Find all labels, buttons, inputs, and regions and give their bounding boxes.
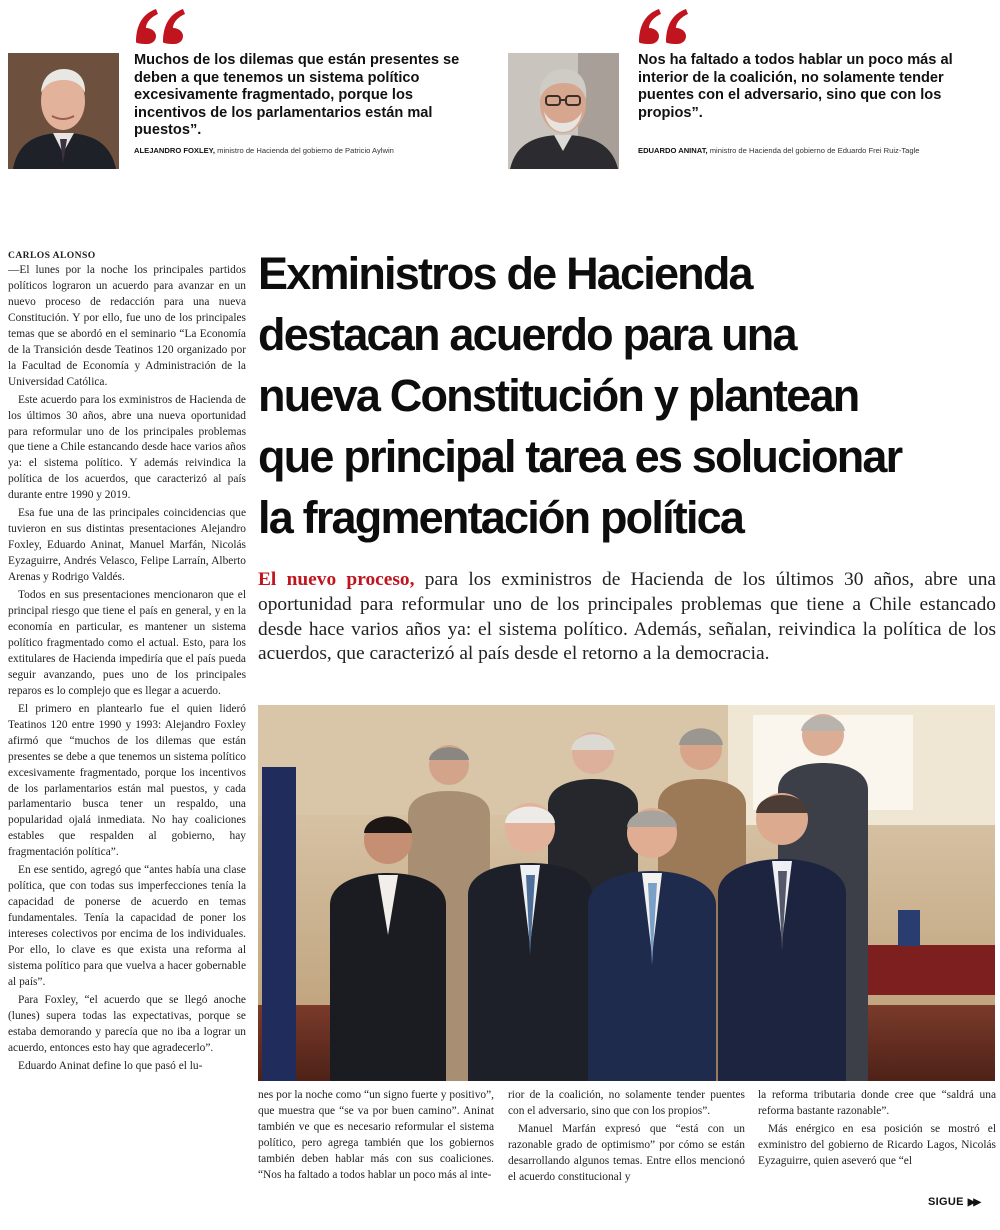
article-body-left-column: [8, 263, 246, 1075]
deck-text: para los exministros de Hacienda de los últimos 30 años, abre una oportunidad para reformular uno de los principales problemas que tiene a Chile estancado desde hace varios años ya: el sistema político. Además, señalan, reivindica la política de los acuerdos, que caracterizó al país desde el retorno a la democracia.: [258, 569, 997, 665]
article-body-column-2: [258, 1088, 494, 1184]
paragraph: Todos en sus presentaciones mencionaron que el principal riesgo que tiene el país en general, y en la economía en particular, es mantener un sistema político fragmentado como el actual. Esto, para los extitulares de Hacienda impediría que el país pueda seguir avanzando, pues uno de los principales reparos es lo complejo que es llegar a acuerdo.: [8, 589, 246, 697]
headline-line: destacan acuerdo para una: [258, 309, 796, 360]
headline-line: que principal tarea es solucionar: [258, 431, 902, 482]
byline: CARLOS ALONSO: [8, 250, 96, 261]
headline-line: la fragmentación política: [258, 492, 744, 543]
continue-label: SIGUE: [928, 1196, 964, 1208]
quote-block-aninat: [505, 0, 1000, 180]
paragraph: El primero en plantearlo fue el quien lideró Teatinos 120 entre 1990 y 1993: Alejandro Foxley afirmó que “muchos de los dilemas que están presentes se debe a que tenemos un sistema político excesivamente fragmentado, porque los incentivos de los parlamentarios están mal puestos, y cada parlamentario busca tener un respaldo, una popularidad ojalá inmediata. No hay coaliciones estables que respalden al gobierno, hay fragmentación política”.: [8, 702, 246, 859]
continue-arrow-icon: ▶▶: [967, 1197, 980, 1208]
headline: [258, 243, 998, 548]
portrait-photo-foxley: [8, 53, 119, 169]
quote-text: Muchos de los dilemas que están presentes se deben a que tenemos un sistema político excesivamente fragmentado, porque los incentivos de los parlamentarios están mal puestos”.: [134, 52, 460, 139]
paragraph: Esa fue una de las principales coincidencias que tuvieron en sus distintas presentaciones Alejandro Foxley, Eduardo Aninat, Manuel Marfán, Nicolás Eyzaguirre, Andrés Velasco, Felipe Larraín, Alberto Arenas y Rodrigo Valdés.: [8, 507, 246, 584]
quotation-mark-icon: [132, 6, 188, 46]
quote-text: Nos ha faltado a todos hablar un poco más al interior de la coalición, no solamente tender puentes con el adversario, sino que con los propios”.: [638, 52, 953, 121]
quote-block-foxley: [0, 0, 490, 180]
continue-marker: [928, 1196, 979, 1208]
deck-lead: El nuevo proceso,: [258, 569, 415, 590]
paragraph: nes por la noche como “un signo fuerte y positivo”, que muestra que “se va por buen camino”. Aninat también ve que es necesario reformular el sistema político, pero agrega también que los gobiernos también deben hablar más con sus coaliciones. “Nos ha faltado a todos hablar un poco más al inte-: [258, 1089, 494, 1181]
headline-line: Exministros de Hacienda: [258, 248, 752, 299]
paragraph: Más enérgico en esa posición se mostró el exministro del gobierno de Ricardo Lagos, Nicolás Eyzaguirre, quien aseveró que “el: [758, 1122, 996, 1167]
paragraph: En ese sentido, agregó que “antes había una clase política, que con todas sus imperfecciones tenía la capacidad de ponerse de acuerdo en temas fundamentales. Tenía la capacidad de poner los intereses colectivos por encima de los individuales. Por ello, lo clave es que exista una reforma al sistema político para que vuelva a hacer gobernable al país”.: [8, 864, 246, 988]
portrait-photo-aninat: [508, 53, 619, 169]
quote-author-name: EDUARDO ANINAT,: [638, 146, 708, 155]
quote-attribution: [134, 146, 394, 155]
quotation-mark-icon: [635, 6, 691, 46]
paragraph: Este acuerdo para los exministros de Hacienda de los últimos 30 años, abre una nueva oportunidad para reformular uno de los principales problemas que tiene a Chile estancando desde hace varios años ya: el sistema político. Y además reivindica la política de los acuerdos, que caracterizó al país durante entre 1990 y 2019.: [8, 393, 246, 502]
paragraph: la reforma tributaria donde cree que “saldrá una reforma bastante razonable”.: [758, 1089, 996, 1117]
article-body-column-3: [508, 1088, 745, 1186]
deck-summary: [258, 568, 996, 667]
article-body-column-4: [758, 1088, 996, 1170]
paragraph: —El lunes por la noche los principales partidos políticos lograron un acuerdo para avanzar en un nuevo proceso de redacción para una nueva Constitución. Y por ello, fue uno de los principales temas que se abordó en el seminario “La Economía de la Transición desde Teatinos 120 organizado por la Facultad de Economía y Administración de la Universidad Católica.: [8, 264, 246, 388]
group-photo-exministers: [258, 705, 995, 1081]
quote-author-role: ministro de Hacienda del gobierno de Eduardo Frei Ruiz-Tagle: [707, 146, 920, 155]
paragraph: rior de la coalición, no solamente tender puentes con el adversario, sino que con los propios”.: [508, 1089, 745, 1117]
quote-author-role: ministro de Hacienda del gobierno de Patricio Aylwin: [215, 146, 394, 155]
paragraph: Eduardo Aninat define lo que pasó el lu-: [18, 1059, 203, 1072]
quote-author-name: ALEJANDRO FOXLEY,: [134, 146, 216, 155]
headline-line: nueva Constitución y plantean: [258, 370, 859, 421]
paragraph: Manuel Marfán expresó que “está con un razonable grado de optimismo” por cómo se están desarrollando algunos temas. Entre ellos mencionó el acuerdo constitucional y: [508, 1122, 745, 1183]
quote-attribution: [638, 146, 920, 155]
paragraph: Para Foxley, “el acuerdo que se llegó anoche (lunes) supera todas las expectativas, porque se estaba demorando y parecía que no iba a lograr un acuerdo, entonces esto hay que agradecerlo”.: [8, 993, 246, 1054]
